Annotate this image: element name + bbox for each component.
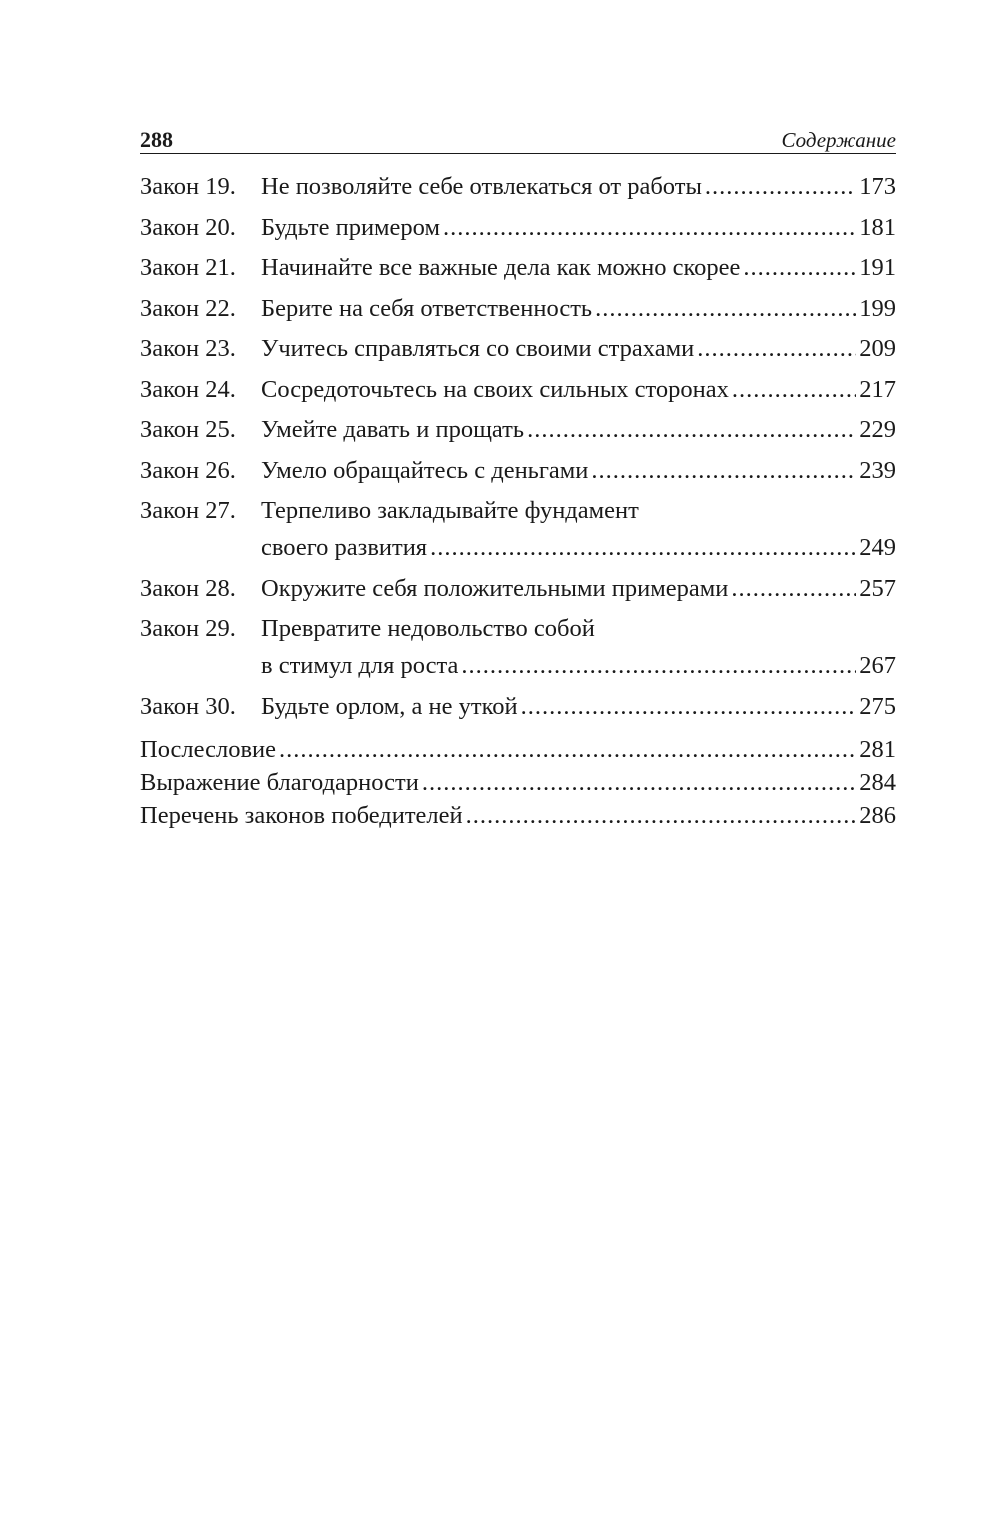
toc-entry: [140, 371, 896, 408]
law-title: Начинайте все важные дела как можно скорее: [261, 254, 741, 281]
law-body: [261, 610, 896, 684]
section-title: Содержание: [781, 128, 896, 152]
law-body: [261, 290, 896, 327]
toc-page-ref: 191: [859, 254, 896, 281]
law-label: Закон 25.: [140, 416, 236, 443]
law-label: Закон 21.: [140, 254, 236, 281]
law-label: Закон 22.: [140, 294, 236, 322]
toc-page-ref: 173: [859, 173, 896, 200]
toc-line: [261, 330, 896, 367]
dot-leader: [527, 411, 856, 448]
toc-extra-entry: [140, 733, 896, 766]
law-title: Учитесь справляться со своими страхами: [261, 335, 695, 362]
law-title: Не позволяйте себе отвлекаться от работы: [261, 173, 702, 200]
toc-line: [261, 209, 896, 246]
toc-page-ref: 217: [859, 375, 896, 403]
dot-leader: [732, 371, 856, 408]
law-label: Закон 27.: [140, 497, 236, 524]
toc-line: [261, 249, 896, 286]
law-label: Закон 23.: [140, 335, 236, 362]
toc-page-ref: 275: [859, 692, 896, 720]
toc-page-ref: 249: [859, 534, 896, 561]
law-title: Умело обращайтесь с деньгами: [261, 456, 589, 484]
law-label: Закон 19.: [140, 173, 236, 200]
law-title: Берите на себя ответственность: [261, 294, 593, 322]
law-body: [261, 168, 896, 205]
law-title: Терпеливо закладывайте фундамент: [261, 497, 639, 524]
dot-leader: [466, 799, 857, 832]
law-body: [261, 570, 896, 607]
toc-entry: [140, 249, 896, 286]
toc-entry: [140, 209, 896, 246]
law-title: Сосредоточьтесь на своих сильных сторонах: [261, 375, 729, 403]
toc-page-ref: 286: [859, 801, 896, 829]
toc-line: [261, 290, 896, 327]
law-body: [261, 688, 896, 725]
dot-leader: [461, 647, 856, 684]
law-title: своего развития: [261, 534, 428, 561]
law-body: [261, 209, 896, 246]
extra-title: Перечень законов победителей: [140, 801, 463, 829]
dot-leader: [422, 766, 856, 799]
toc-extra-entry: [140, 766, 896, 799]
toc-extras-list: [140, 733, 896, 832]
law-body: [261, 371, 896, 408]
law-title: в стимул для роста: [261, 652, 459, 679]
law-label: Закон 20.: [140, 213, 236, 241]
toc-entry: [140, 330, 896, 367]
law-body: [261, 452, 896, 489]
dot-leader: [443, 209, 856, 246]
toc-line: [261, 570, 896, 607]
toc-page-ref: 239: [859, 456, 896, 484]
toc-page: [140, 125, 896, 832]
toc-page-ref: 229: [859, 416, 896, 443]
toc-page-ref: 257: [859, 574, 896, 602]
law-title: Будьте примером: [261, 213, 440, 241]
toc-page-ref: 181: [859, 213, 896, 241]
toc-line: [261, 411, 896, 448]
toc-page-ref: 284: [859, 768, 896, 796]
law-label: Закон 28.: [140, 574, 236, 602]
dot-leader: [743, 249, 856, 286]
toc-extra-entry: [140, 799, 896, 832]
dot-leader: [731, 570, 856, 607]
dot-leader: [697, 330, 856, 367]
toc-line: [261, 688, 896, 725]
dot-leader: [279, 733, 856, 766]
law-body: [261, 411, 896, 448]
toc-laws-list: [140, 168, 896, 725]
law-body: [261, 492, 896, 566]
toc-page-ref: 267: [859, 652, 896, 679]
dot-leader: [705, 168, 856, 205]
law-title: Превратите недовольство собой: [261, 615, 595, 642]
toc-entry: [140, 492, 896, 566]
law-body: [261, 249, 896, 286]
law-title: Окружите себя положительными примерами: [261, 574, 729, 602]
law-label: Закон 30.: [140, 692, 236, 720]
toc-entry: [140, 168, 896, 205]
extra-title: Послесловие: [140, 735, 277, 763]
law-label: Закон 24.: [140, 375, 236, 403]
law-label: Закон 29.: [140, 615, 236, 642]
toc-line: [261, 168, 896, 205]
toc-entry: [140, 570, 896, 607]
dot-leader: [430, 529, 856, 566]
dot-leader: [591, 452, 856, 489]
toc-entry: [140, 290, 896, 327]
toc-entry: [140, 610, 896, 684]
running-head: [140, 125, 896, 154]
toc-page-ref: 199: [859, 294, 896, 322]
toc-line: [261, 371, 896, 408]
page-number: 288: [140, 127, 173, 152]
dot-leader: [521, 688, 857, 725]
toc-page-ref: 281: [859, 735, 896, 763]
toc-line: [261, 647, 896, 684]
toc-line: [261, 452, 896, 489]
toc-page-ref: 209: [859, 335, 896, 362]
law-body: [261, 330, 896, 367]
toc-entry: [140, 452, 896, 489]
toc-entry: [140, 411, 896, 448]
extra-title: Выражение благодарности: [140, 768, 419, 796]
toc-entry: [140, 688, 896, 725]
law-title: Будьте орлом, а не уткой: [261, 692, 518, 720]
toc-line: [261, 529, 896, 566]
law-title: Умейте давать и прощать: [261, 416, 525, 443]
law-label: Закон 26.: [140, 456, 236, 484]
dot-leader: [595, 290, 856, 327]
toc-line: [261, 610, 896, 647]
toc-line: [261, 492, 896, 529]
